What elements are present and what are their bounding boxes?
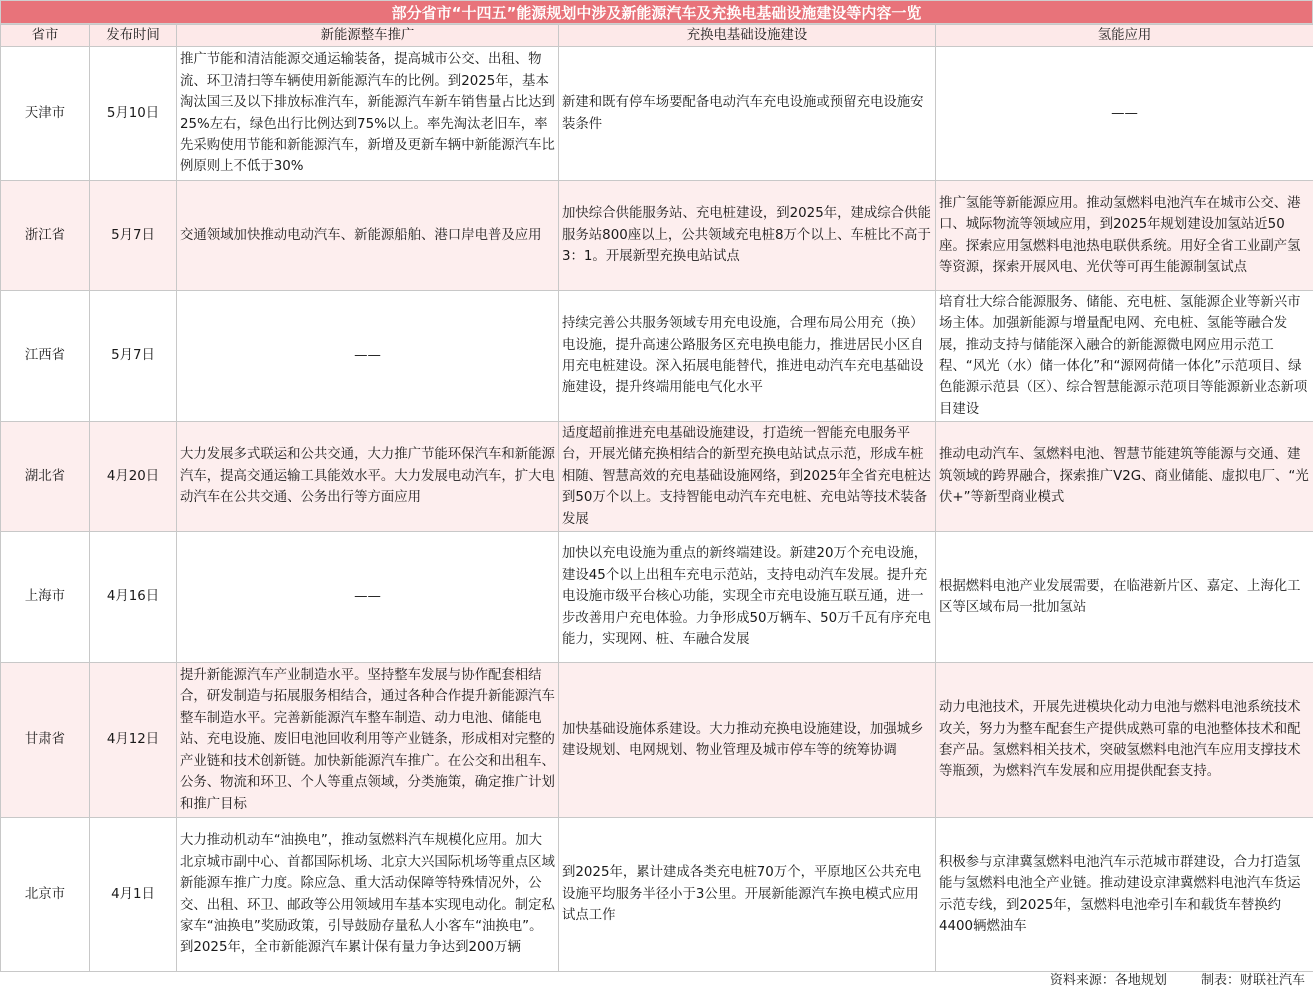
nev-cell: 大力推动机动车“油换电”，推动氢燃料汽车规模化应用。加大北京城市副中心、首都国际机场、北京大兴国际机场等重点区域新能源车推广力度。除应急、重大活动保障等特殊情况外，公交、出租、环卫、邮政等公用领域用车基本实现电动化。制定私家车“油换电”奖励政策，引导鼓励存量私人小客车“油换电”。到2025年，全市新能源汽车累计保有量力争达到200万辆: [177, 818, 559, 972]
header-date: 发布时间: [90, 25, 177, 47]
nev-cell: ——: [177, 532, 559, 663]
nev-cell: ——: [177, 291, 559, 422]
date-cell: 4月12日: [90, 663, 177, 818]
charging-cell: 加快综合供能服务站、充电桩建设，到2025年，建成综合供能服务站800座以上，公共领域充电桩8万个以上、车桩比不高于3：1。开展新型充换电站试点: [559, 181, 936, 291]
hydrogen-cell: 推动电动汽车、氢燃料电池、智慧节能建筑等能源与交通、建筑领域的跨界融合，探索推广V2G、商业储能、虚拟电厂、“光伏+”等新型商业模式: [936, 422, 1313, 532]
table-row: [1, 663, 1313, 818]
table-row: [1, 818, 1313, 972]
hydrogen-cell: 动力电池技术，开展先进模块化动力电池与燃料电池系统技术攻关，努力为整车配套生产提供成熟可靠的电池整体技术和配套产品。氢燃料相关技术，突破氢燃料电池汽车应用支撑技术等瓶颈，为燃料汽车发展和应用提供配套支持。: [936, 663, 1313, 818]
date-cell: 5月7日: [90, 181, 177, 291]
province-cell: 北京市: [1, 818, 90, 972]
province-cell: 甘肃省: [1, 663, 90, 818]
date-cell: 5月7日: [90, 291, 177, 422]
table-row: [1, 47, 1313, 181]
hydrogen-cell: 推广氢能等新能源应用。推动氢燃料电池汽车在城市公交、港口、城际物流等领域应用，到2025年规划建设加氢站近50座。探索应用氢燃料电池热电联供系统。用好全省工业副产氢等资源，探索开展风电、光伏等可再生能源制氢试点: [936, 181, 1313, 291]
nev-cell: 大力发展多式联运和公共交通，大力推广节能环保汽车和新能源汽车，提高交通运输工具能效水平。大力发展电动汽车，扩大电动汽车在公共交通、公务出行等方面应用: [177, 422, 559, 532]
province-cell: 浙江省: [1, 181, 90, 291]
date-cell: 4月20日: [90, 422, 177, 532]
charging-cell: 持续完善公共服务领域专用充电设施，合理布局公用充（换）电设施，提升高速公路服务区充电换电能力，推进居民小区自用充电桩建设。深入拓展电能替代，推进电动汽车充电基础设施建设，提升终端用能电气化水平: [559, 291, 936, 422]
table-row: [1, 181, 1313, 291]
charging-cell: 加快以充电设施为重点的新终端建设。新建20万个充电设施，建设45个以上出租车充电示范站，支持电动汽车发展。提升充电设施市级平台核心功能，实现全市充电设施互联互通，进一步改善用户充电体验。力争形成50万辆车、50万千瓦有序充电能力，实现网、桩、车融合发展: [559, 532, 936, 663]
table-row: [1, 291, 1313, 422]
province-cell: 江西省: [1, 291, 90, 422]
table-row: [1, 422, 1313, 532]
hydrogen-cell: 培育壮大综合能源服务、储能、充电桩、氢能源企业等新兴市场主体。加强新能源与增量配电网、充电桩、氢能等融合发展，推动支持与储能深入融合的新能源微电网应用示范工程、“风光（水）储一体化”和“源网荷储一体化”示范项目、绿色能源示范县（区）、综合智慧能源示范项目等能源新业态新项目建设: [936, 291, 1313, 422]
header-row: [1, 25, 1313, 47]
policy-table: [0, 24, 1313, 972]
charging-cell: 适度超前推进充电基础设施建设，打造统一智能充电服务平台，开展光储充换相结合的新型充换电站试点示范，形成车桩相随、智慧高效的充电基础设施网络，到2025年全省充电桩达到50万个以上。支持智能电动汽车充电桩、充电站等技术装备发展: [559, 422, 936, 532]
nev-cell: 推广节能和清洁能源交通运输装备，提高城市公交、出租、物流、环卫清扫等车辆使用新能源汽车的比例。到2025年，基本淘汰国三及以下排放标准汽车，新能源汽车新车销售量占比达到25%左右，绿色出行比例达到75%以上。率先淘汰老旧车，率先采购使用节能和新能源汽车，新增及更新车辆中新能源汽车比例原则上不低于30%: [177, 47, 559, 181]
date-cell: 5月10日: [90, 47, 177, 181]
table-row: [1, 532, 1313, 663]
table-footer: [0, 971, 1313, 991]
nev-cell: 交通领域加快推动电动汽车、新能源船舶、港口岸电普及应用: [177, 181, 559, 291]
maker-note: 制表：财联社汽车: [1200, 973, 1305, 988]
province-cell: 天津市: [1, 47, 90, 181]
header-hydrogen: 氢能应用: [936, 25, 1313, 47]
hydrogen-cell: 根据燃料电池产业发展需要，在临港新片区、嘉定、上海化工区等区域布局一批加氢站: [936, 532, 1313, 663]
date-cell: 4月1日: [90, 818, 177, 972]
charging-cell: 到2025年，累计建成各类充电桩70万个，平原地区公共充电设施平均服务半径小于3公里。开展新能源汽车换电模式应用试点工作: [559, 818, 936, 972]
charging-cell: 新建和既有停车场要配备电动汽车充电设施或预留充电设施安装条件: [559, 47, 936, 181]
table-title: 部分省市“十四五”能源规划中涉及新能源汽车及充换电基础设施建设等内容一览: [0, 0, 1313, 24]
province-cell: 湖北省: [1, 422, 90, 532]
hydrogen-cell: 积极参与京津冀氢燃料电池汽车示范城市群建设，合力打造氢能与氢燃料电池全产业链。推动建设京津冀燃料电池汽车货运示范专线，到2025年，氢燃料电池牵引车和载货车替换约4400辆燃油车: [936, 818, 1313, 972]
province-cell: 上海市: [1, 532, 90, 663]
nev-cell: 提升新能源汽车产业制造水平。坚持整车发展与协作配套相结合，研发制造与拓展服务相结合，通过各种合作提升新能源汽车整车制造水平。完善新能源汽车整车制造、动力电池、储能电站、充电设施、废旧电池回收利用等产业链条，形成相对完整的产业链和技术创新链。加快新能源汽车推广。在公交和出租车、公务、物流和环卫、个人等重点领域，分类施策，确定推广计划和推广目标: [177, 663, 559, 818]
hydrogen-cell: ——: [936, 47, 1313, 181]
header-nev: 新能源整车推广: [177, 25, 559, 47]
source-note: 资料来源：各地规划: [1049, 973, 1167, 988]
header-province: 省市: [1, 25, 90, 47]
date-cell: 4月16日: [90, 532, 177, 663]
charging-cell: 加快基础设施体系建设。大力推动充换电设施建设，加强城乡建设规划、电网规划、物业管理及城市停车等的统筹协调: [559, 663, 936, 818]
header-charging: 充换电基础设施建设: [559, 25, 936, 47]
